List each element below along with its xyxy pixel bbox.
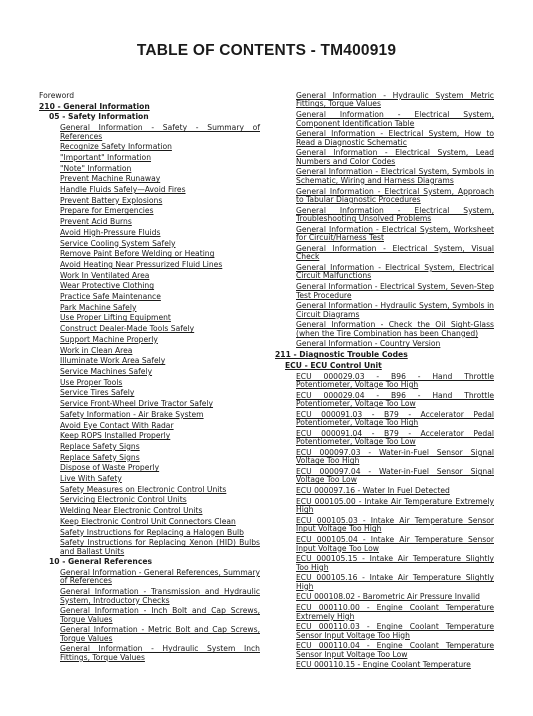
toc-entry-safety-measures-on-electronic-control-units[interactable]: Safety Measures on Electronic Control Units: [60, 484, 227, 494]
toc-entry-general-information-transmission-and-hydraulic-s[interactable]: General Information - Transmission and Hydraulic System, Introductory Checks: [60, 587, 260, 605]
toc-entry-general-information-hydraulic-system-symbols-in-[interactable]: General Information - Hydraulic System, Symbols in Circuit Diagrams: [296, 301, 494, 319]
toc-entry-ecu-000097-16-water-in-fuel-detected[interactable]: ECU 000097.16 - Water In Fuel Detected: [296, 486, 450, 496]
toc-entry-ecu-000097-04-water-in-fuel-sensor-signal-voltag[interactable]: ECU 000097.04 - Water-in-Fuel Sensor Signal Voltage Too Low: [296, 467, 494, 485]
toc-entry-general-information-general-references-summary-o[interactable]: General Information - General References, Summary of References: [60, 568, 260, 586]
toc-entry-wear-protective-clothing[interactable]: Wear Protective Clothing: [60, 281, 155, 291]
toc-entry-general-information-electrical-system-lead-numbe[interactable]: General Information - Electrical System, Lead Numbers and Color Codes: [296, 148, 494, 166]
toc-entry-ecu-000105-03-intake-air-temperature-sensor-inpu[interactable]: ECU 000105.03 - Intake Air Temperature Sensor Input Voltage Too High: [296, 516, 494, 534]
page-title: TABLE OF CONTENTS - TM400919: [136, 42, 397, 59]
toc-entry-general-information-electrical-system-troublesho[interactable]: General Information - Electrical System, Troubleshooting Unsolved Problems: [296, 205, 494, 224]
toc-entry-ecu-000105-00-intake-air-temperature-extremely-h[interactable]: ECU 000105.00 - Intake Air Temperature Extremely High: [296, 496, 494, 515]
toc-entry-illuminate-work-area-safely[interactable]: Illuminate Work Area Safely: [60, 356, 166, 366]
toc-entry-general-information-hydraulic-system-inch-fittin[interactable]: General Information - Hydraulic System Inch Fittings, Torque Values: [60, 644, 260, 662]
toc-entry-general-information-electrical-system-seven-step[interactable]: General Information - Electrical System, Seven-Step Test Procedure: [296, 282, 494, 300]
toc-entry-ecu-000105-16-intake-air-temperature-slightly-hi[interactable]: ECU 000105.16 - Intake Air Temperature Slightly High: [296, 573, 494, 591]
toc-entry-service-cooling-system-safely[interactable]: Service Cooling System Safely: [60, 238, 176, 248]
toc-entry-safety-information-air-brake-system[interactable]: Safety Information - Air Brake System: [60, 409, 204, 419]
toc-entry-keep-rops-installed-properly[interactable]: Keep ROPS Installed Properly: [60, 431, 171, 441]
toc-entry-ecu-000110-15-engine-coolant-temperature[interactable]: ECU 000110.15 - Engine Coolant Temperature: [296, 660, 471, 670]
toc-entry-service-machines-safely[interactable]: Service Machines Safely: [60, 366, 153, 376]
toc-entry-prevent-battery-explosions[interactable]: Prevent Battery Explosions: [60, 195, 163, 205]
toc-entry-service-tires-safely[interactable]: Service Tires Safely: [60, 388, 135, 398]
toc-entry-prevent-acid-burns[interactable]: Prevent Acid Burns: [60, 217, 132, 227]
toc-entry-general-information-country-version[interactable]: General Information - Country Version: [296, 339, 441, 349]
toc-entry-servicing-electronic-control-units[interactable]: Servicing Electronic Control Units: [60, 495, 187, 505]
toc-entry-handle-fluids-safely-avoid-fires[interactable]: Handle Fluids Safely—Avoid Fires: [60, 185, 186, 195]
toc-entry-recognize-safety-information[interactable]: Recognize Safety Information: [60, 142, 172, 152]
toc-entry-ecu-000091-04-b79-accelerator-pedal-potentiomete[interactable]: ECU 000091.04 - B79 - Accelerator Pedal Potentiometer, Voltage Too Low: [296, 428, 494, 447]
toc-section-05-safety-information: 05 - Safety Information: [49, 112, 149, 122]
toc-entry-prepare-for-emergencies[interactable]: Prepare for Emergencies: [60, 206, 154, 216]
toc-entry-general-information-electrical-system-component-[interactable]: General Information - Electrical System, Component Identification Table: [296, 110, 494, 128]
toc-section-foreword: Foreword: [39, 91, 75, 100]
toc-entry-ecu-000029-03-b96-hand-throttle-potentiometer-vo[interactable]: ECU 000029.03 - B96 - Hand Throttle Potentiometer, Voltage Too High: [296, 371, 494, 389]
toc-entry-general-information-electrical-system-symbols-in[interactable]: General Information - Electrical System, Symbols in Schematic, Wiring and Harness Diagrams: [296, 167, 494, 185]
toc-entry-work-in-ventilated-area[interactable]: Work In Ventilated Area: [60, 270, 150, 280]
toc-entry-general-information-metric-bolt-and-cap-screws-t[interactable]: General Information - Metric Bolt and Cap Screws, Torque Values: [60, 625, 260, 643]
toc-entry-support-machine-properly[interactable]: Support Machine Properly: [60, 334, 158, 344]
toc-entry-welding-near-electronic-control-units[interactable]: Welding Near Electronic Control Units: [60, 506, 203, 516]
toc-entry-service-front-wheel-drive-tractor-safely[interactable]: Service Front-Wheel Drive Tractor Safely: [60, 399, 214, 409]
toc-left-column: [39, 92, 260, 665]
toc-entry-ecu-000110-03-engine-coolant-temperature-sensor-[interactable]: ECU 000110.03 - Engine Coolant Temperature Sensor Input Voltage Too High: [296, 622, 494, 640]
toc-entry-general-information-electrical-system-approach-t[interactable]: General Information - Electrical System, Approach to Tabular Diagnostic Procedures: [296, 186, 494, 204]
toc-entry-keep-electronic-control-unit-connectors-clean[interactable]: Keep Electronic Control Unit Connectors Clean: [60, 516, 236, 526]
toc-entry-avoid-high-pressure-fluids[interactable]: Avoid High-Pressure Fluids: [60, 227, 161, 237]
toc-entry-ecu-000105-15-intake-air-temperature-slightly-to[interactable]: ECU 000105.15 - Intake Air Temperature Slightly Too High: [296, 554, 494, 572]
toc-entry-general-information-inch-bolt-and-cap-screws-tor[interactable]: General Information - Inch Bolt and Cap Screws, Torque Values: [60, 606, 260, 624]
toc-entry-ecu-000097-03-water-in-fuel-sensor-signal-voltag[interactable]: ECU 000097.03 - Water-in-Fuel Sensor Signal Voltage Too High: [296, 447, 494, 466]
toc-entry-safety-instructions-for-replacing-xenon-hid-bulb[interactable]: Safety Instructions for Replacing Xenon (HID) Bulbs and Ballast Units: [60, 538, 260, 556]
toc-entry-dispose-of-waste-properly[interactable]: Dispose of Waste Properly: [60, 463, 160, 473]
toc-section-211-diagnostic-trouble-codes[interactable]: 211 - Diagnostic Trouble Codes: [275, 350, 408, 360]
toc-entry-work-in-clean-area[interactable]: Work in Clean Area: [60, 345, 133, 355]
toc-entry-ecu-000108-02-barometric-air-pressure-invalid[interactable]: ECU 000108.02 - Barometric Air Pressure Invalid: [296, 592, 480, 602]
toc-entry-replace-safety-signs[interactable]: Replace Safety Signs: [60, 441, 140, 451]
toc-right-column: [275, 92, 494, 672]
toc-entry-use-proper-tools[interactable]: Use Proper Tools: [60, 377, 123, 387]
toc-entry-ecu-000105-04-intake-air-temperature-sensor-inpu[interactable]: ECU 000105.04 - Intake Air Temperature Sensor Input Voltage Too Low: [296, 535, 494, 553]
toc-entry-general-information-electrical-system-how-to-rea[interactable]: General Information - Electrical System, How to Read a Diagnostic Schematic: [296, 129, 494, 147]
toc-entry-important-information[interactable]: "Important" Information: [60, 152, 152, 162]
toc-entry-general-information-check-the-oil-sight-glass-wh[interactable]: General Information - Check the Oil Sight-Glass (when the Tire Combination has been Changed): [296, 320, 494, 338]
toc-entry-avoid-heating-near-pressurized-fluid-lines[interactable]: Avoid Heating Near Pressurized Fluid Lines: [60, 259, 223, 269]
toc-entry-use-proper-lifting-equipment[interactable]: Use Proper Lifting Equipment: [60, 313, 171, 323]
toc-entry-general-information-safety-summary-of-references[interactable]: General Information - Safety - Summary of References: [60, 123, 260, 141]
toc-entry-construct-dealer-made-tools-safely[interactable]: Construct Dealer-Made Tools Safely: [60, 324, 195, 334]
toc-entry-ecu-000029-04-b96-hand-throttle-potentiometer-vo[interactable]: ECU 000029.04 - B96 - Hand Throttle Potentiometer, Voltage Too Low: [296, 390, 494, 409]
toc-entry-live-with-safety[interactable]: Live With Safety: [60, 474, 122, 484]
toc-section-ecu-ecu-control-unit[interactable]: ECU - ECU Control Unit: [285, 360, 382, 370]
toc-entry-ecu-000091-03-b79-accelerator-pedal-potentiomete[interactable]: ECU 000091.03 - B79 - Accelerator Pedal Potentiometer, Voltage Too High: [296, 409, 494, 428]
toc-entry-replace-safety-signs[interactable]: Replace Safety Signs: [60, 452, 140, 462]
toc-section-210-general-information[interactable]: 210 - General Information: [39, 101, 150, 111]
toc-entry-general-information-electrical-system-visual-che[interactable]: General Information - Electrical System, Visual Check: [296, 243, 494, 262]
toc-entry-ecu-000110-00-engine-coolant-temperature-extreme[interactable]: ECU 000110.00 - Engine Coolant Temperature Extremely High: [296, 603, 494, 621]
toc-entry-practice-safe-maintenance[interactable]: Practice Safe Maintenance: [60, 292, 161, 302]
toc-entry-safety-instructions-for-replacing-a-halogen-bulb[interactable]: Safety Instructions for Replacing a Halogen Bulb: [60, 527, 244, 537]
toc-entry-prevent-machine-runaway[interactable]: Prevent Machine Runaway: [60, 174, 161, 184]
toc-entry-park-machine-safely[interactable]: Park Machine Safely: [60, 302, 137, 312]
toc-entry-general-information-electrical-system-electrical[interactable]: General Information - Electrical System, Electrical Circuit Malfunctions: [296, 262, 494, 281]
toc-entry-note-information[interactable]: "Note" Information: [60, 163, 132, 173]
toc-section-10-general-references: 10 - General References: [49, 557, 152, 567]
toc-entry-general-information-electrical-system-worksheet-[interactable]: General Information - Electrical System, Worksheet for Circuit/Harness Test: [296, 224, 494, 243]
toc-entry-avoid-eye-contact-with-radar[interactable]: Avoid Eye Contact With Radar: [60, 420, 174, 430]
toc-entry-general-information-hydraulic-system-metric-fitt[interactable]: General Information - Hydraulic System Metric Fittings, Torque Values: [296, 91, 494, 109]
toc-entry-remove-paint-before-welding-or-heating[interactable]: Remove Paint Before Welding or Heating: [60, 249, 215, 259]
toc-entry-ecu-000110-04-engine-coolant-temperature-sensor-[interactable]: ECU 000110.04 - Engine Coolant Temperature Sensor Input Voltage Too Low: [296, 641, 494, 659]
